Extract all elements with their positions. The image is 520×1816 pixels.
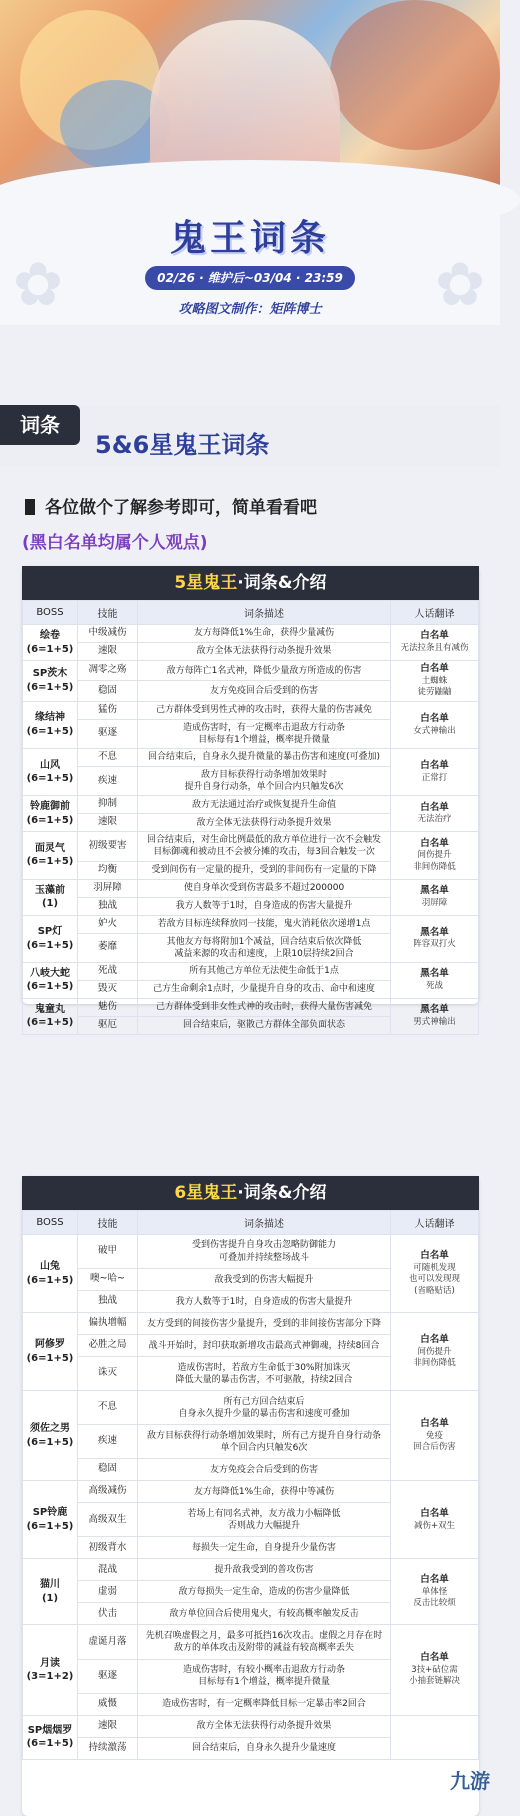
table-row xyxy=(23,1391,479,1425)
section-title: 5&6星鬼王词条 xyxy=(95,431,270,459)
verdict-cell xyxy=(391,701,479,748)
table-row xyxy=(23,1481,479,1503)
verdict-note: 阵容双打火 xyxy=(413,939,456,950)
boss-name-cell xyxy=(23,1559,78,1625)
table-row xyxy=(23,701,479,719)
skill-desc-cell: 先机召唤虚假之月，最多可抵挡16次攻击。虚假之月存在时 敌方的单体攻击及附带的减益有较高概率丢失 xyxy=(138,1625,391,1659)
boss-name: 山风 xyxy=(40,759,60,771)
skill-name-cell: 独战 xyxy=(78,897,138,915)
boss-name: 月读 xyxy=(40,1657,60,1669)
skill-name-cell: 凋零之殇 xyxy=(78,661,138,681)
boss-team: (6=1+5) xyxy=(26,814,74,826)
boss-name-cell xyxy=(23,661,78,702)
verdict-cell xyxy=(391,879,479,915)
boss-name-cell xyxy=(23,1625,78,1715)
six-star-card-title xyxy=(22,1176,479,1210)
verdict-label: 白名单 xyxy=(420,663,449,674)
boss-team: (6=1+5) xyxy=(26,725,74,737)
skill-desc-cell: 敌方每阵亡1名式神，降低少量敌方所造成的伤害 xyxy=(138,661,391,681)
skill-desc-cell: 使自身单次受到伤害最多不超过200000 xyxy=(138,879,391,897)
verdict-label: 黑名单 xyxy=(420,968,449,980)
verdict-note: 减伤+双生 xyxy=(413,1520,456,1531)
five-star-boss-card xyxy=(22,566,479,1031)
skill-name-cell: 驱逐 xyxy=(78,1659,138,1693)
skill-name-cell: 混战 xyxy=(78,1559,138,1581)
verdict-label: 黑名单 xyxy=(420,926,449,938)
skill-name-cell: 威慑 xyxy=(78,1693,138,1715)
skill-desc-cell: 受到间伤有一定量的提升，受到的非间伤有一定量的下降 xyxy=(138,861,391,879)
page-title: 鬼王词条 xyxy=(169,218,330,259)
flower-decoration-icon: ✿ xyxy=(434,250,486,320)
column-header: 技能 xyxy=(78,1211,138,1235)
boss-name: 面灵气 xyxy=(35,842,65,854)
boss-name: 山兔 xyxy=(40,1261,60,1273)
card-title-star: 5星鬼王 xyxy=(174,573,238,593)
verdict-cell xyxy=(391,1391,479,1481)
boss-name: 绘卷 xyxy=(40,630,60,641)
verdict-label: 白名单 xyxy=(420,1417,449,1429)
boss-team: (6=1+5) xyxy=(26,1738,74,1750)
skill-name-cell: 诛灭 xyxy=(78,1357,138,1391)
skill-name-cell: 速限 xyxy=(78,814,138,832)
verdict-cell xyxy=(391,832,479,879)
verdict-note: 单体怪 反击比较烦 xyxy=(413,1586,456,1609)
verdict-cell xyxy=(391,1559,479,1625)
credit-line: 攻略图文制作：矩阵博士 xyxy=(178,302,322,317)
verdict-cell xyxy=(391,1715,479,1759)
skill-desc-cell: 敌方目标获得行动条增加效果时，所有己方提升自身行动条 单个回合内只触发6次 xyxy=(138,1425,391,1459)
boss-name: 缘结神 xyxy=(35,712,65,724)
skill-desc-cell: 回合结束后，自身永久提升微量的暴击伤害和速度(可叠加) xyxy=(138,749,391,767)
section-tag: 词条 xyxy=(0,405,80,445)
skill-name-cell: 抑制 xyxy=(78,796,138,814)
verdict-cell xyxy=(391,1481,479,1559)
verdict-label: 白名单 xyxy=(420,1249,449,1261)
skill-name-cell: 猛伤 xyxy=(78,701,138,719)
banner-illustration xyxy=(0,0,500,190)
boss-team: (6=1+5) xyxy=(26,643,74,655)
verdict-cell xyxy=(391,661,479,702)
verdict-label: 白名单 xyxy=(420,837,449,849)
table-row xyxy=(23,998,479,1016)
skill-name-cell: 驱厄 xyxy=(78,1016,138,1034)
card-title-star: 6星鬼王 xyxy=(174,1183,238,1203)
verdict-cell xyxy=(391,1235,479,1313)
boss-name-cell xyxy=(23,915,78,962)
verdict-note: 可随机发现 也可以发现现 (省略贴话) xyxy=(408,1262,460,1296)
table-row xyxy=(23,749,479,767)
five-star-table xyxy=(22,600,479,1035)
verdict-label: 黑名单 xyxy=(420,1004,449,1016)
boss-name-cell xyxy=(23,749,78,796)
verdict-note: 男式神输出 xyxy=(413,1017,456,1028)
boss-team: (6=1+5) xyxy=(26,1520,74,1532)
opinion-note: (黑白名单均属个人观点) xyxy=(22,533,208,553)
boss-team: (6=1+5) xyxy=(26,939,74,951)
boss-team: (6=1+5) xyxy=(26,1017,74,1029)
table-row xyxy=(23,879,479,897)
skill-desc-cell: 所有其他己方单位无法使生命低于1点 xyxy=(138,962,391,980)
skill-desc-cell: 战斗开始时，封印获取新增攻击最高式神御魂，持续8回合 xyxy=(138,1335,391,1357)
table-row xyxy=(23,915,479,933)
skill-desc-cell: 己方群体受到男性式神的攻击时，获得大量的伤害减免 xyxy=(138,701,391,719)
boss-team: (3=1+2) xyxy=(26,1671,74,1683)
skill-desc-cell: 敌方单位回合后使用鬼火，有较高概率触发反击 xyxy=(138,1603,391,1625)
skill-name-cell: 初级背水 xyxy=(78,1537,138,1559)
skill-desc-cell: 友方每降低1%生命，获得中等减伤 xyxy=(138,1481,391,1503)
verdict-note: 无法拉条且有减伤 xyxy=(400,643,469,654)
five-star-card-title xyxy=(22,566,479,600)
verdict-note: 间伤提升 非间伤降低 xyxy=(413,1346,456,1369)
boss-name: 阿修罗 xyxy=(35,1339,65,1351)
skill-desc-cell: 友方每降低1%生命，获得少量减伤 xyxy=(138,625,391,643)
boss-name: SP茨木 xyxy=(32,668,68,680)
skill-desc-cell: 回合结束后，驱散己方群体全部负面状态 xyxy=(138,1016,391,1034)
skill-name-cell: 萎靡 xyxy=(78,933,138,962)
skill-name-cell: 伏击 xyxy=(78,1603,138,1625)
boss-name-cell xyxy=(23,701,78,748)
boss-name: SP灯 xyxy=(37,926,63,938)
table-row xyxy=(23,625,479,643)
skill-name-cell: 驱逐 xyxy=(78,719,138,748)
flower-decoration-icon: ✿ xyxy=(12,250,64,320)
skill-name-cell: 魅伤 xyxy=(78,998,138,1016)
skill-name-cell: 羽屏障 xyxy=(78,879,138,897)
verdict-cell xyxy=(391,1313,479,1391)
boss-name: 八岐大蛇 xyxy=(30,967,70,979)
verdict-cell xyxy=(391,915,479,962)
table-row xyxy=(23,832,479,861)
skill-desc-cell: 敌方全体无法获得行动条提升效果 xyxy=(138,1715,391,1737)
skill-desc-cell: 每损失一定生命，自身提升少量伤害 xyxy=(138,1537,391,1559)
boss-name-cell xyxy=(23,832,78,879)
boss-name: 猫川 xyxy=(40,1579,60,1591)
verdict-label: 白名单 xyxy=(420,1507,449,1519)
skill-name-cell: 虚诞月落 xyxy=(78,1625,138,1659)
skill-name-cell: 必胜之局 xyxy=(78,1335,138,1357)
boss-name-cell xyxy=(23,1235,78,1313)
column-header: BOSS xyxy=(23,1211,78,1235)
boss-name-cell xyxy=(23,879,78,915)
skill-name-cell: 疾速 xyxy=(78,1425,138,1459)
skill-desc-cell: 己方群体受到非女性式神的攻击时，获得大量伤害减免 xyxy=(138,998,391,1016)
skill-name-cell: 均衡 xyxy=(78,861,138,879)
boss-team: (6=1+5) xyxy=(26,981,74,993)
boss-team: (1) xyxy=(41,1592,59,1604)
skill-desc-cell: 造成伤害时，有较小概率击退敌方行动条 目标每有1个增益，概率提升微量 xyxy=(138,1659,391,1693)
skill-name-cell: 不息 xyxy=(78,1391,138,1425)
boss-name-cell xyxy=(23,998,78,1034)
verdict-cell xyxy=(391,796,479,832)
skill-name-cell: 毁灭 xyxy=(78,980,138,998)
skill-desc-cell: 友方免疫会合后受到的伤害 xyxy=(138,1459,391,1481)
date-range-badge: 02/26 · 维护后~03/04 · 23:59 xyxy=(145,266,355,290)
skill-name-cell: 破甲 xyxy=(78,1235,138,1269)
skill-name-cell: 不息 xyxy=(78,749,138,767)
skill-name-cell: 稳固 xyxy=(78,1459,138,1481)
skill-name-cell: 妒火 xyxy=(78,915,138,933)
boss-team: (1) xyxy=(41,898,59,910)
boss-team: (6=1+5) xyxy=(26,773,74,785)
skill-desc-cell: 友方免疫回合后受到的伤害 xyxy=(138,681,391,701)
boss-name: 鬼童丸 xyxy=(35,1003,65,1015)
skill-desc-cell: 造成伤害时，若敌方生命低于30%附加诛灭 降低大量的暴击伤害，不可驱散，持续2回合 xyxy=(138,1357,391,1391)
boss-name: 铃鹿御前 xyxy=(30,801,70,813)
verdict-label: 白名单 xyxy=(420,1574,449,1586)
skill-desc-cell: 受到伤害提升自身攻击忽略防御能力 可叠加并持续整场战斗 xyxy=(138,1235,391,1269)
boss-team: (6=1+5) xyxy=(26,1274,74,1286)
verdict-label: 白名单 xyxy=(420,630,449,642)
verdict-label: 白名单 xyxy=(420,1652,449,1664)
skill-name-cell: 初级要害 xyxy=(78,832,138,861)
verdict-cell xyxy=(391,749,479,796)
skill-name-cell: 偏执增幅 xyxy=(78,1313,138,1335)
bullet-square-icon xyxy=(25,499,35,515)
skill-desc-cell: 所有己方回合结束后 自身永久提升少量的暴击伤害和速度可叠加 xyxy=(138,1391,391,1425)
six-star-boss-card xyxy=(22,1176,479,1816)
boss-name: 玉藻前 xyxy=(35,884,65,896)
verdict-label: 白名单 xyxy=(420,760,449,772)
skill-desc-cell: 敌方目标获得行动条增加效果时 提升自身行动条，单个回合内只触发6次 xyxy=(138,767,391,796)
verdict-note: 间伤提升 非间伤降低 xyxy=(413,850,456,872)
six-star-table xyxy=(22,1210,479,1760)
skill-desc-cell: 敌方每损失一定生命，造成的伤害少量降低 xyxy=(138,1581,391,1603)
boss-name: SP铃鹿 xyxy=(32,1507,68,1519)
table-row xyxy=(23,661,479,681)
boss-name-cell xyxy=(23,796,78,832)
column-header: 人话翻译 xyxy=(391,601,479,625)
boss-name-cell xyxy=(23,1391,78,1481)
card-title-rest: ·词条&介绍 xyxy=(237,573,327,593)
verdict-cell xyxy=(391,962,479,998)
watermark-logo: 九游 xyxy=(450,1769,490,1793)
intro-note xyxy=(25,493,317,518)
table-row xyxy=(23,1559,479,1581)
column-header: 词条描述 xyxy=(138,1211,391,1235)
skill-name-cell: 独战 xyxy=(78,1291,138,1313)
table-row xyxy=(23,962,479,980)
boss-name: 须佐之男 xyxy=(30,1423,70,1435)
column-header: 人话翻译 xyxy=(391,1211,479,1235)
skill-desc-cell: 其他友方每将附加1个减益，回合结束后依次降低 减益来源的攻击和速度，上限10层持续2回合 xyxy=(138,933,391,962)
skill-name-cell: 高级双生 xyxy=(78,1503,138,1537)
column-header: BOSS xyxy=(23,601,78,625)
verdict-cell xyxy=(391,998,479,1034)
skill-name-cell: 稳固 xyxy=(78,681,138,701)
skill-desc-cell: 友方受到的间接伤害少量提升，受到的非间接伤害部分下降 xyxy=(138,1313,391,1335)
skill-desc-cell: 我方人数等于1时，自身造成的伤害大量提升 xyxy=(138,1291,391,1313)
table-row xyxy=(23,796,479,814)
skill-desc-cell: 若场上有同名式神，友方战力小幅降低 否则战力大幅提升 xyxy=(138,1503,391,1537)
skill-name-cell: 中级减伤 xyxy=(78,625,138,643)
boss-team: (6=1+5) xyxy=(26,1352,74,1364)
skill-desc-cell: 敌我受到的伤害大幅提升 xyxy=(138,1269,391,1291)
table-row xyxy=(23,1313,479,1335)
verdict-note: 死战 xyxy=(425,981,443,992)
skill-name-cell: 疾速 xyxy=(78,767,138,796)
skill-desc-cell: 造成伤害时，有一定概率击退敌方行动条 目标每有1个增益，概率提升微量 xyxy=(138,719,391,748)
verdict-cell xyxy=(391,625,479,661)
boss-team: (6=1+5) xyxy=(26,1436,74,1448)
verdict-label: 白名单 xyxy=(420,712,449,724)
skill-name-cell: 死战 xyxy=(78,962,138,980)
card-title-rest: ·词条&介绍 xyxy=(237,1183,327,1203)
verdict-note: 无法治疗 xyxy=(417,814,452,825)
skill-name-cell: 虚弱 xyxy=(78,1581,138,1603)
skill-name-cell: 速限 xyxy=(78,643,138,661)
boss-team: (6=1+5) xyxy=(26,681,74,693)
verdict-note: 3技+砧位需 小抽套链解决 xyxy=(408,1665,460,1687)
skill-desc-cell: 敌方无法通过治疗或恢复提升生命值 xyxy=(138,796,391,814)
table-row xyxy=(23,1235,479,1269)
boss-name-cell xyxy=(23,1481,78,1559)
boss-name-cell xyxy=(23,625,78,661)
intro-note-text: 各位做个了解参考即可，简单看看吧 xyxy=(45,498,317,518)
skill-desc-cell: 造成伤害时，有一定概率降低目标一定暴击率2回合 xyxy=(138,1693,391,1715)
skill-desc-cell: 回合结束后，自身永久提升少量速度 xyxy=(138,1737,391,1759)
verdict-note: 正常打 xyxy=(421,772,448,783)
skill-name-cell: 噢~哈~ xyxy=(78,1269,138,1291)
skill-desc-cell: 我方人数等于1时，自身造成的伤害大量提升 xyxy=(138,897,391,915)
verdict-label: 白名单 xyxy=(420,801,449,813)
verdict-label: 白名单 xyxy=(420,1333,449,1345)
skill-name-cell: 高级减伤 xyxy=(78,1481,138,1503)
skill-desc-cell: 提升敌我受到的普攻伤害 xyxy=(138,1559,391,1581)
table-row xyxy=(23,1625,479,1659)
verdict-note: 土蜘蛛 徒劳鼬鼬 xyxy=(417,675,452,698)
verdict-note: 羽屏障 xyxy=(421,897,448,908)
boss-name: SP烟烟罗 xyxy=(27,1724,73,1736)
skill-desc-cell: 己方生命剩余1点时，少量提升自身的攻击、命中和速度 xyxy=(138,980,391,998)
verdict-note: 免疫 回合后伤害 xyxy=(413,1430,456,1453)
boss-name-cell xyxy=(23,1313,78,1391)
skill-desc-cell: 若敌方目标连续释放同一技能，鬼火消耗依次递增1点 xyxy=(138,915,391,933)
column-header: 词条描述 xyxy=(138,601,391,625)
boss-team: (6=1+5) xyxy=(26,856,74,868)
boss-name-cell xyxy=(23,1715,78,1759)
skill-desc-cell: 回合结束后，对生命比例最低的敌方单位进行一次不会触发 目标御魂和被动且不会被分摊的攻击，每3回合触发一次 xyxy=(138,832,391,861)
skill-desc-cell: 敌方全体无法获得行动条提升效果 xyxy=(138,814,391,832)
skill-name-cell: 持续激荡 xyxy=(78,1737,138,1759)
skill-desc-cell: 敌方全体无法获得行动条提升效果 xyxy=(138,643,391,661)
column-header: 技能 xyxy=(78,601,138,625)
skill-name-cell: 速限 xyxy=(78,1715,138,1737)
boss-name-cell xyxy=(23,962,78,998)
verdict-cell xyxy=(391,1625,479,1715)
verdict-label: 黑名单 xyxy=(420,884,449,896)
table-row xyxy=(23,1715,479,1737)
verdict-note: 女式神输出 xyxy=(413,725,456,736)
